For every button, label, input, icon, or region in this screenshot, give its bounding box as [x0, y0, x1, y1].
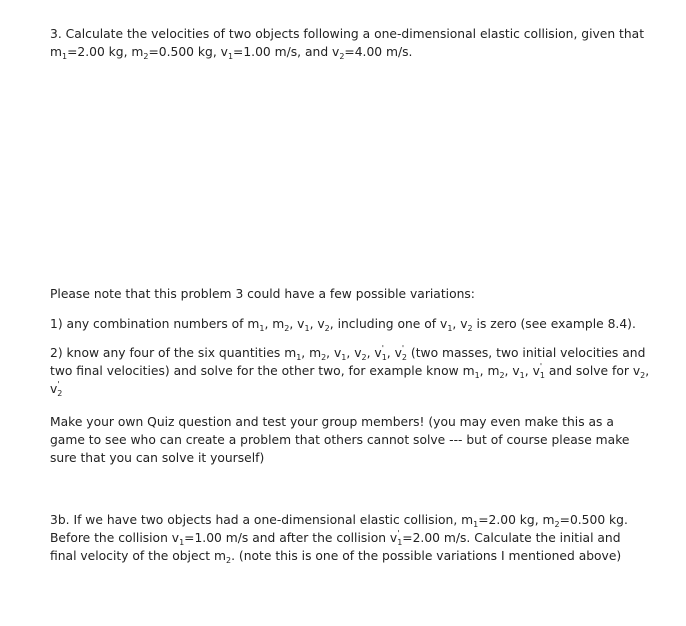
variation-item-1: 1) any combination numbers of $m_1$, $m_2$, $v_1$, $v_2$, including one of $v_1$, $v_2$ is zero (see example 8.4). [50, 317, 636, 333]
question-3: 3. Calculate the velocities of two objects following a one-dimensional elastic collision, given that $m_1=2.00$ kg, $m_2=0.500$ kg, $v_1=1.00$ m/s, and $v_2=4.00$ m/s. [50, 27, 645, 61]
question-3b: 3b. If we have two objects had a one-dimensional elastic collision, $m_1=2.00$ kg, $m_2=0.500$ kg. Before the collision $v_1=1.00$ m/s and after the collision v ' $_1$=2.00 m/s. Calculate the initial and final velocity of the object $m_2$. (note this is one of the possible variations I mentioned above) [50, 513, 628, 565]
variation-item-2: 2) know any four of the six quantities $m_1$, $m_2$, $v_1$, $v_2$, v ' $_1$, v ' $_2$ (two masses, two initial velocities and two final velocities) and solve for the other two, for example know $m_1$, $m_2$, $v_1$, v ' $_1$ and solve for $v_2$, v ' $_2$ [50, 344, 650, 398]
variations-intro: Please note that this problem 3 could have a few possible variations: [50, 287, 475, 301]
quiz-paragraph: Make your own Quiz question and test your group members! (you may even make this as a game to see who can create a problem that others cannot solve --- but of course please make sure that you can solve it yourself) [50, 415, 630, 465]
